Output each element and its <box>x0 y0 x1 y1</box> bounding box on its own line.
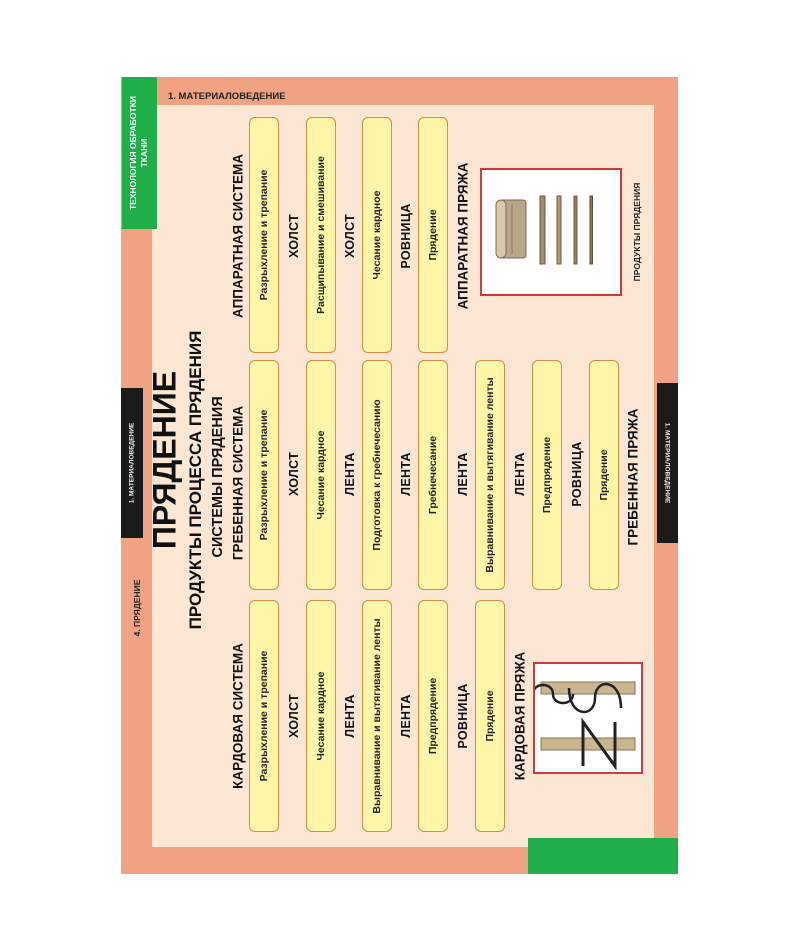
black-tag-right: 1. МАТЕРИАЛОВЕДЕНИЕ <box>663 422 671 504</box>
comb-step-1: Разрыхление и трепание <box>249 360 279 590</box>
yarn-products-illustration <box>482 170 620 294</box>
card-heading: КАРДОВАЯ СИСТЕМА <box>230 643 246 789</box>
comb-step-7: Прядение <box>589 360 619 590</box>
subtitle-products: ПРОДУКТЫ ПРОЦЕССА ПРЯДЕНИЯ <box>186 330 205 630</box>
apparatus-product-2: ХОЛСТ <box>343 213 357 259</box>
comb-step-4: Гребнечесание <box>418 360 448 590</box>
apparatus-yarn: АППАРАТНАЯ ПРЯЖА <box>455 162 471 310</box>
apparatus-product-3: РОВНИЦА <box>399 203 413 269</box>
top-tag: 1. МАТЕРИАЛОВЕДЕНИЕ <box>168 91 286 102</box>
card-product-3: ЛЕНТА <box>399 694 413 738</box>
yarn-icon <box>574 196 577 264</box>
twist-illustration <box>535 664 641 772</box>
twist-image-frame <box>533 662 643 774</box>
subtitle-systems: СИСТЕМЫ ПРЯДЕНИЯ <box>210 396 226 558</box>
apparatus-step-4: Прядение <box>418 117 448 353</box>
card-step-4: Предпрядение <box>418 600 448 832</box>
sliver-icon <box>540 196 545 264</box>
page-title: ПРЯДЕНИЕ <box>146 370 183 550</box>
apparatus-step-3: Чесание кардное <box>362 117 392 353</box>
card-product-2: ЛЕНТА <box>343 694 357 738</box>
comb-step-5: Выравнивание и вытягивание ленты <box>475 360 505 590</box>
card-step-2: Чесание кардное <box>306 600 336 832</box>
card-product-4: РОВНИЦА <box>456 683 470 749</box>
apparatus-step-2: Расщипывание и смешивание <box>306 117 336 353</box>
products-image-frame <box>480 168 622 296</box>
comb-product-1: ХОЛСТ <box>287 451 301 497</box>
s-twist-icon <box>535 682 635 712</box>
roving-icon <box>557 196 561 264</box>
card-step-1: Разрыхление и трепание <box>249 600 279 832</box>
card-product-1: ХОЛСТ <box>287 693 301 739</box>
bottom-left-tag: 4. ПРЯДЕНИЕ <box>132 579 142 637</box>
products-caption: ПРОДУКТЫ ПРЯДЕНИЯ <box>632 182 642 282</box>
comb-product-5: ЛЕНТА <box>513 452 527 496</box>
comb-product-4: ЛЕНТА <box>456 452 470 496</box>
comb-product-3: ЛЕНТА <box>399 452 413 496</box>
green-tag: ТЕХНОЛОГИЯ ОБРАБОТКИ ТКАНИ <box>128 95 149 211</box>
comb-product-2: ЛЕНТА <box>343 452 357 496</box>
card-step-3: Выравнивание и вытягивание ленты <box>362 600 392 832</box>
green-corner <box>528 838 678 874</box>
card-step-5: Прядение <box>475 600 505 832</box>
apparatus-heading: АППАРАТНАЯ СИСТЕМА <box>230 154 246 318</box>
comb-heading: ГРЕБЕННАЯ СИСТЕМА <box>230 405 246 561</box>
thread-icon <box>590 196 593 264</box>
comb-product-6: РОВНИЦА <box>570 441 584 507</box>
black-tag-left: 1. МАТЕРИАЛОВЕДЕНИЕ <box>128 422 136 504</box>
roll-icon <box>496 200 526 258</box>
comb-yarn: ГРЕБЕННАЯ ПРЯЖА <box>625 408 641 546</box>
comb-step-3: Подготовка к гребнечесанию <box>362 360 392 590</box>
apparatus-product-1: ХОЛСТ <box>287 213 301 259</box>
apparatus-step-1: Разрыхление и трепание <box>249 117 279 353</box>
comb-step-2: Чесание кардное <box>306 360 336 590</box>
card-yarn: КАРДОВАЯ ПРЯЖА <box>512 651 528 781</box>
comb-step-6: Предпрядение <box>532 360 562 590</box>
z-twist-icon <box>541 722 635 766</box>
